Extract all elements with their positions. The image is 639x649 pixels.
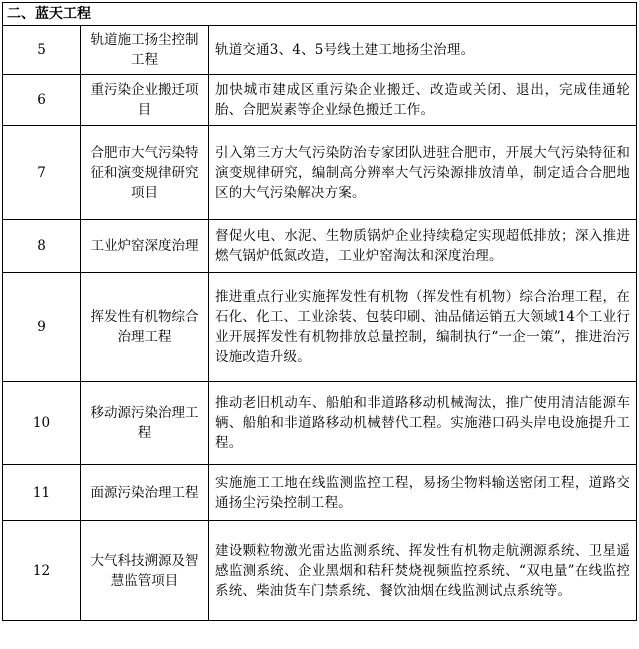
project-name: 大气科技溯源及智慧监管项目 [81, 521, 209, 621]
project-name: 合肥市大气污染特征和演变规律研究项目 [81, 126, 209, 220]
table-row [3, 273, 637, 382]
project-name: 面源污染治理工程 [81, 465, 209, 521]
project-description: 轨道交通3、4、5号线土建工地扬尘治理。 [209, 26, 637, 75]
project-description: 加快城市建成区重污染企业搬迁、改造或关闭、退出，完成佳通轮胎、合肥炭素等企业绿色搬迁工作。 [209, 75, 637, 126]
row-number: 10 [3, 382, 81, 465]
table-row [3, 26, 637, 75]
project-description: 推进重点行业实施挥发性有机物（挥发性有机物）综合治理工程，在石化、化工、工业涂装、包装印刷、油品储运销五大领域14个工业行业开展挥发性有机物排放总量控制，编制执行“一企一策”，推进治污设施改造升级。 [209, 273, 637, 382]
row-number: 5 [3, 26, 81, 75]
row-number: 6 [3, 75, 81, 126]
project-name: 移动源污染治理工程 [81, 382, 209, 465]
table-row [3, 382, 637, 465]
section-header-row [3, 3, 637, 26]
section-title: 二、蓝天工程 [3, 3, 637, 26]
project-name: 重污染企业搬迁项目 [81, 75, 209, 126]
project-description: 督促火电、水泥、生物质锅炉企业持续稳定实现超低排放；深入推进燃气锅炉低氮改造，工业炉窑淘汰和深度治理。 [209, 220, 637, 273]
project-table [2, 2, 637, 621]
table-row [3, 75, 637, 126]
project-description: 推动老旧机动车、船舶和非道路移动机械淘汰，推广使用清洁能源车辆、船舶和非道路移动机械替代工程。实施港口码头岸电设施提升工程。 [209, 382, 637, 465]
row-number: 12 [3, 521, 81, 621]
row-number: 9 [3, 273, 81, 382]
project-description: 实施施工工地在线监测监控工程，易扬尘物料输送密闭工程，道路交通扬尘污染控制工程。 [209, 465, 637, 521]
row-number: 11 [3, 465, 81, 521]
project-description: 建设颗粒物激光雷达监测系统、挥发性有机物走航溯源系统、卫星遥感监测系统、企业黑烟和秸秆焚烧视频监控系统、“双电量”在线监控系统、柴油货车门禁系统、餐饮油烟在线监测试点系统等。 [209, 521, 637, 621]
table-row [3, 220, 637, 273]
row-number: 7 [3, 126, 81, 220]
project-description: 引入第三方大气污染防治专家团队进驻合肥市，开展大气污染特征和演变规律研究，编制高分辨率大气污染源排放清单，制定适合合肥地区的大气污染解决方案。 [209, 126, 637, 220]
project-name: 工业炉窑深度治理 [81, 220, 209, 273]
table-row [3, 126, 637, 220]
project-name: 挥发性有机物综合治理工程 [81, 273, 209, 382]
row-number: 8 [3, 220, 81, 273]
project-name: 轨道施工扬尘控制工程 [81, 26, 209, 75]
table-row [3, 465, 637, 521]
table-row [3, 521, 637, 621]
